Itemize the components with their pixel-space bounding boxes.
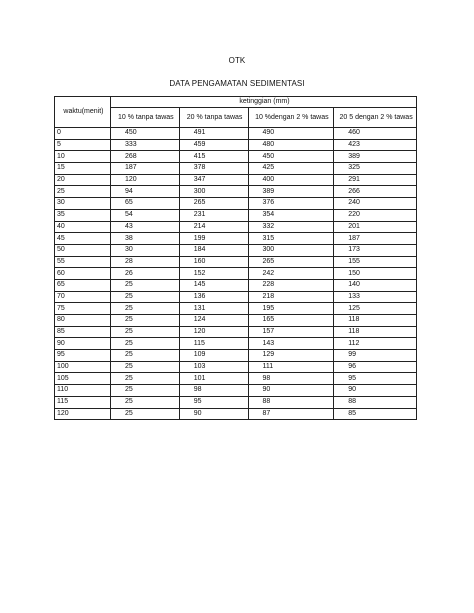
height-cell: 124 bbox=[179, 315, 248, 327]
height-cell: 300 bbox=[248, 244, 334, 256]
height-cell: 187 bbox=[334, 233, 417, 245]
height-cell: 90 bbox=[248, 385, 334, 397]
sedimentation-table bbox=[54, 96, 417, 420]
column-header: 10 % tanpa tawas bbox=[110, 108, 179, 128]
table-row bbox=[55, 244, 417, 256]
height-cell: 133 bbox=[334, 291, 417, 303]
height-cell: 423 bbox=[334, 139, 417, 151]
height-cell: 118 bbox=[334, 326, 417, 338]
time-cell: 45 bbox=[55, 233, 111, 245]
table-header bbox=[55, 97, 417, 128]
height-cell: 103 bbox=[179, 361, 248, 373]
height-cell: 43 bbox=[110, 221, 179, 233]
height-cell: 242 bbox=[248, 268, 334, 280]
height-cell: 173 bbox=[334, 244, 417, 256]
height-cell: 54 bbox=[110, 209, 179, 221]
height-cell: 25 bbox=[110, 361, 179, 373]
height-cell: 291 bbox=[334, 174, 417, 186]
table-row bbox=[55, 315, 417, 327]
table-row bbox=[55, 256, 417, 268]
height-cell: 90 bbox=[179, 408, 248, 420]
height-cell: 25 bbox=[110, 291, 179, 303]
time-cell: 105 bbox=[55, 373, 111, 385]
column-header: 20 5 dengan 2 % tawas bbox=[334, 108, 417, 128]
height-cell: 28 bbox=[110, 256, 179, 268]
height-cell: 145 bbox=[179, 279, 248, 291]
height-cell: 96 bbox=[334, 361, 417, 373]
height-cell: 155 bbox=[334, 256, 417, 268]
height-cell: 160 bbox=[179, 256, 248, 268]
height-cell: 333 bbox=[110, 139, 179, 151]
time-cell: 75 bbox=[55, 303, 111, 315]
table-row bbox=[55, 373, 417, 385]
table-row bbox=[55, 291, 417, 303]
time-cell: 90 bbox=[55, 338, 111, 350]
height-cell: 25 bbox=[110, 396, 179, 408]
height-cell: 266 bbox=[334, 186, 417, 198]
height-cell: 218 bbox=[248, 291, 334, 303]
height-cell: 109 bbox=[179, 350, 248, 362]
height-cell: 450 bbox=[110, 128, 179, 140]
height-cell: 94 bbox=[110, 186, 179, 198]
height-cell: 268 bbox=[110, 151, 179, 163]
height-cell: 125 bbox=[334, 303, 417, 315]
table-row bbox=[55, 396, 417, 408]
table-row bbox=[55, 350, 417, 362]
height-cell: 389 bbox=[248, 186, 334, 198]
height-cell: 88 bbox=[334, 396, 417, 408]
table-row bbox=[55, 233, 417, 245]
table-row bbox=[55, 163, 417, 175]
time-cell: 60 bbox=[55, 268, 111, 280]
height-cell: 120 bbox=[110, 174, 179, 186]
time-cell: 70 bbox=[55, 291, 111, 303]
height-cell: 25 bbox=[110, 408, 179, 420]
height-cell: 201 bbox=[334, 221, 417, 233]
height-cell: 214 bbox=[179, 221, 248, 233]
height-cell: 25 bbox=[110, 315, 179, 327]
height-cell: 165 bbox=[248, 315, 334, 327]
height-cell: 150 bbox=[334, 268, 417, 280]
time-cell: 80 bbox=[55, 315, 111, 327]
time-cell: 0 bbox=[55, 128, 111, 140]
time-cell: 30 bbox=[55, 198, 111, 210]
height-cell: 376 bbox=[248, 198, 334, 210]
height-cell: 231 bbox=[179, 209, 248, 221]
table-row bbox=[55, 174, 417, 186]
time-cell: 25 bbox=[55, 186, 111, 198]
height-cell: 38 bbox=[110, 233, 179, 245]
height-cell: 112 bbox=[334, 338, 417, 350]
time-cell: 10 bbox=[55, 151, 111, 163]
table-row bbox=[55, 198, 417, 210]
height-cell: 98 bbox=[248, 373, 334, 385]
height-cell: 90 bbox=[334, 385, 417, 397]
height-cell: 99 bbox=[334, 350, 417, 362]
height-cell: 152 bbox=[179, 268, 248, 280]
height-cell: 415 bbox=[179, 151, 248, 163]
height-cell: 120 bbox=[179, 326, 248, 338]
height-cell: 25 bbox=[110, 338, 179, 350]
height-cell: 30 bbox=[110, 244, 179, 256]
table-row bbox=[55, 151, 417, 163]
table-row bbox=[55, 303, 417, 315]
height-cell: 347 bbox=[179, 174, 248, 186]
table-row bbox=[55, 338, 417, 350]
table-row bbox=[55, 268, 417, 280]
height-cell: 95 bbox=[334, 373, 417, 385]
time-cell: 35 bbox=[55, 209, 111, 221]
column-header: 10 %dengan 2 % tawas bbox=[248, 108, 334, 128]
height-cell: 332 bbox=[248, 221, 334, 233]
height-cell: 459 bbox=[179, 139, 248, 151]
table-row bbox=[55, 326, 417, 338]
height-cell: 136 bbox=[179, 291, 248, 303]
height-cell: 480 bbox=[248, 139, 334, 151]
time-cell: 95 bbox=[55, 350, 111, 362]
time-cell: 100 bbox=[55, 361, 111, 373]
height-cell: 95 bbox=[179, 396, 248, 408]
document-title: OTK bbox=[228, 56, 246, 65]
height-cell: 300 bbox=[179, 186, 248, 198]
height-cell: 389 bbox=[334, 151, 417, 163]
height-cell: 101 bbox=[179, 373, 248, 385]
height-cell: 111 bbox=[248, 361, 334, 373]
height-cell: 187 bbox=[110, 163, 179, 175]
height-cell: 265 bbox=[248, 256, 334, 268]
height-cell: 25 bbox=[110, 373, 179, 385]
height-cell: 131 bbox=[179, 303, 248, 315]
time-cell: 40 bbox=[55, 221, 111, 233]
height-cell: 199 bbox=[179, 233, 248, 245]
time-cell: 50 bbox=[55, 244, 111, 256]
height-cell: 378 bbox=[179, 163, 248, 175]
height-cell: 184 bbox=[179, 244, 248, 256]
height-cell: 460 bbox=[334, 128, 417, 140]
column-header: 20 % tanpa tawas bbox=[179, 108, 248, 128]
time-cell: 85 bbox=[55, 326, 111, 338]
height-cell: 25 bbox=[110, 303, 179, 315]
table-row bbox=[55, 279, 417, 291]
table-row bbox=[55, 385, 417, 397]
height-cell: 85 bbox=[334, 408, 417, 420]
height-cell: 143 bbox=[248, 338, 334, 350]
table-row bbox=[55, 209, 417, 221]
height-cell: 490 bbox=[248, 128, 334, 140]
height-cell: 25 bbox=[110, 326, 179, 338]
height-cell: 26 bbox=[110, 268, 179, 280]
height-cell: 491 bbox=[179, 128, 248, 140]
height-group-header: ketinggian (mm) bbox=[110, 97, 416, 108]
height-cell: 228 bbox=[248, 279, 334, 291]
height-cell: 157 bbox=[248, 326, 334, 338]
height-cell: 425 bbox=[248, 163, 334, 175]
height-cell: 195 bbox=[248, 303, 334, 315]
height-cell: 325 bbox=[334, 163, 417, 175]
table-row bbox=[55, 408, 417, 420]
table-row bbox=[55, 361, 417, 373]
table-row bbox=[55, 139, 417, 151]
table-body bbox=[55, 128, 417, 420]
height-cell: 450 bbox=[248, 151, 334, 163]
height-cell: 354 bbox=[248, 209, 334, 221]
time-cell: 15 bbox=[55, 163, 111, 175]
height-cell: 220 bbox=[334, 209, 417, 221]
time-cell: 110 bbox=[55, 385, 111, 397]
height-cell: 140 bbox=[334, 279, 417, 291]
header-row-group bbox=[55, 97, 417, 108]
height-cell: 115 bbox=[179, 338, 248, 350]
time-cell: 55 bbox=[55, 256, 111, 268]
height-cell: 65 bbox=[110, 198, 179, 210]
height-cell: 25 bbox=[110, 350, 179, 362]
document-subtitle: DATA PENGAMATAN SEDIMENTASI bbox=[169, 79, 305, 88]
time-cell: 115 bbox=[55, 396, 111, 408]
time-cell: 65 bbox=[55, 279, 111, 291]
time-cell: 120 bbox=[55, 408, 111, 420]
height-cell: 265 bbox=[179, 198, 248, 210]
height-cell: 118 bbox=[334, 315, 417, 327]
height-cell: 400 bbox=[248, 174, 334, 186]
table-row bbox=[55, 221, 417, 233]
height-cell: 129 bbox=[248, 350, 334, 362]
height-cell: 315 bbox=[248, 233, 334, 245]
time-column-header: waktu(menit) bbox=[55, 97, 111, 128]
time-cell: 20 bbox=[55, 174, 111, 186]
height-cell: 98 bbox=[179, 385, 248, 397]
table-row bbox=[55, 186, 417, 198]
height-cell: 25 bbox=[110, 279, 179, 291]
table-row bbox=[55, 128, 417, 140]
height-cell: 87 bbox=[248, 408, 334, 420]
height-cell: 25 bbox=[110, 385, 179, 397]
height-cell: 240 bbox=[334, 198, 417, 210]
time-cell: 5 bbox=[55, 139, 111, 151]
height-cell: 88 bbox=[248, 396, 334, 408]
